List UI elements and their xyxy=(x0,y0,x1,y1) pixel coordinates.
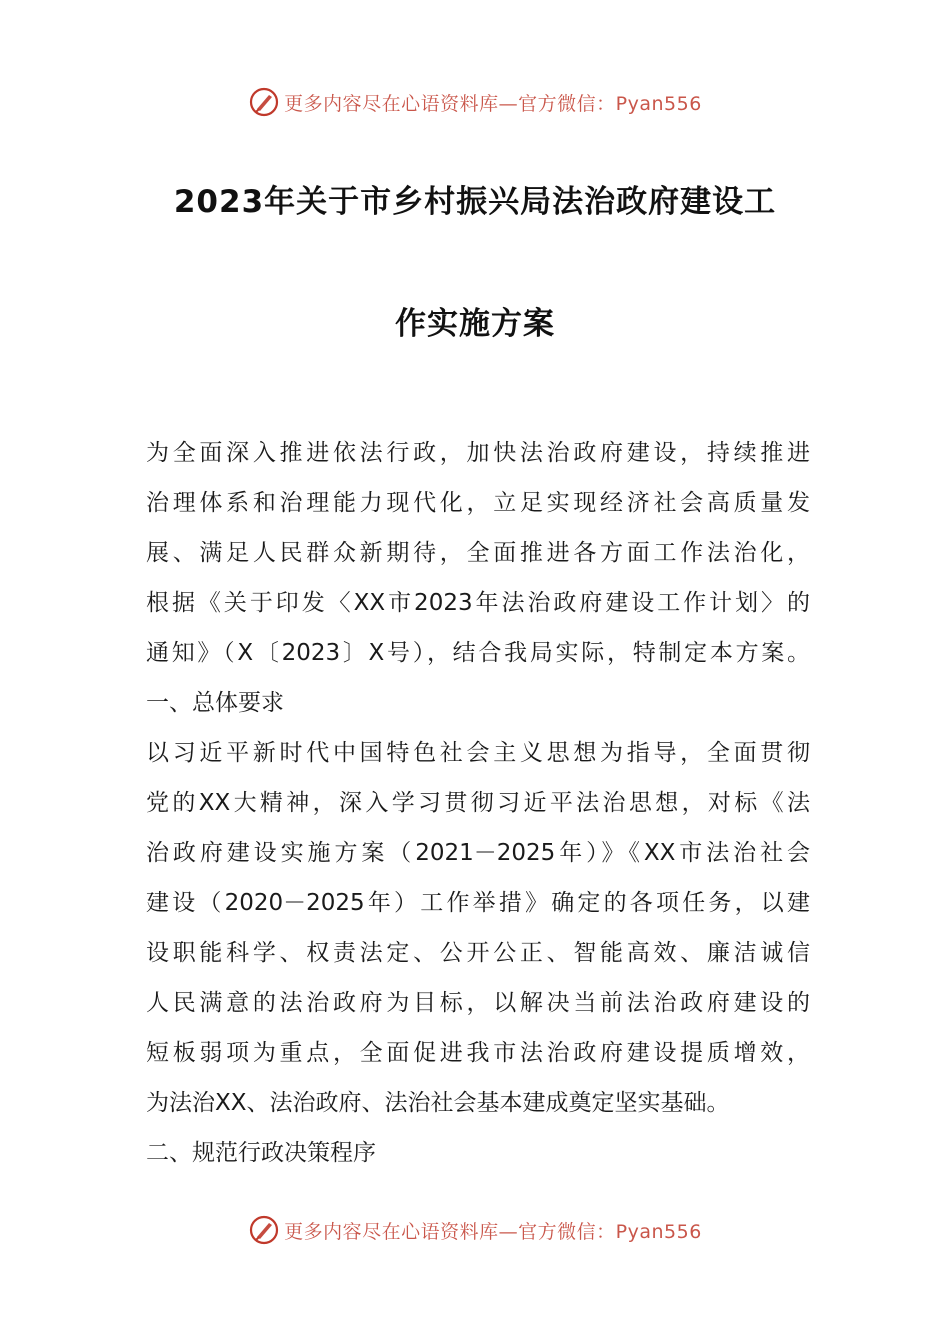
document-title-line-2: 作实施方案 xyxy=(395,306,555,342)
wechat-id: Pyan556 xyxy=(615,1220,702,1243)
body-line: 设职能科学、权责法定、公开公正、智能高效、廉洁诚信 xyxy=(146,940,810,966)
body-line: 根据《关于印发〈XX市2023年法治政府建设工作计划〉的 xyxy=(146,590,810,616)
body-line: 治理体系和治理能力现代化，立足实现经济社会高质量发 xyxy=(146,490,810,516)
body-line: 为法治XX、法治政府、法治社会基本建成奠定坚实基础。 xyxy=(146,1090,730,1116)
document-title-line-1: 2023年关于市乡村振兴局法治政府建设工 xyxy=(173,184,777,220)
body-line: 展、满足人民群众新期待，全面推进各方面工作法治化， xyxy=(146,540,810,566)
body-line: 通知》（X〔2023〕X号），结合我局实际，特制定本方案。 xyxy=(146,640,810,666)
footer-watermark xyxy=(0,1210,950,1250)
quill-logo-icon xyxy=(248,1214,280,1246)
body-line: 治政府建设实施方案（2021－2025年）》《XX市法治社会 xyxy=(146,840,810,866)
watermark-text: 更多内容尽在心语资料库—官方微信：Pyan556 xyxy=(284,1220,702,1243)
document-body xyxy=(146,428,810,1178)
quill-logo-icon xyxy=(248,86,280,118)
body-line: 建设（2020－2025年）工作举措》确定的各项任务，以建 xyxy=(146,890,810,916)
header-watermark xyxy=(0,82,950,122)
body-line: 以习近平新时代中国特色社会主义思想为指导，全面贯彻 xyxy=(146,740,810,766)
watermark-text: 更多内容尽在心语资料库—官方微信：Pyan556 xyxy=(284,92,702,115)
wechat-id: Pyan556 xyxy=(615,92,702,115)
section-heading: 一、总体要求 xyxy=(146,690,284,716)
body-line: 为全面深入推进依法行政，加快法治政府建设，持续推进 xyxy=(146,440,810,466)
body-line: 短板弱项为重点，全面促进我市法治政府建设提质增效， xyxy=(146,1040,810,1066)
body-line: 人民满意的法治政府为目标，以解决当前法治政府建设的 xyxy=(146,990,810,1016)
body-line: 党的XX大精神，深入学习贯彻习近平法治思想，对标《法 xyxy=(146,790,810,816)
section-heading: 二、规范行政决策程序 xyxy=(146,1140,376,1166)
